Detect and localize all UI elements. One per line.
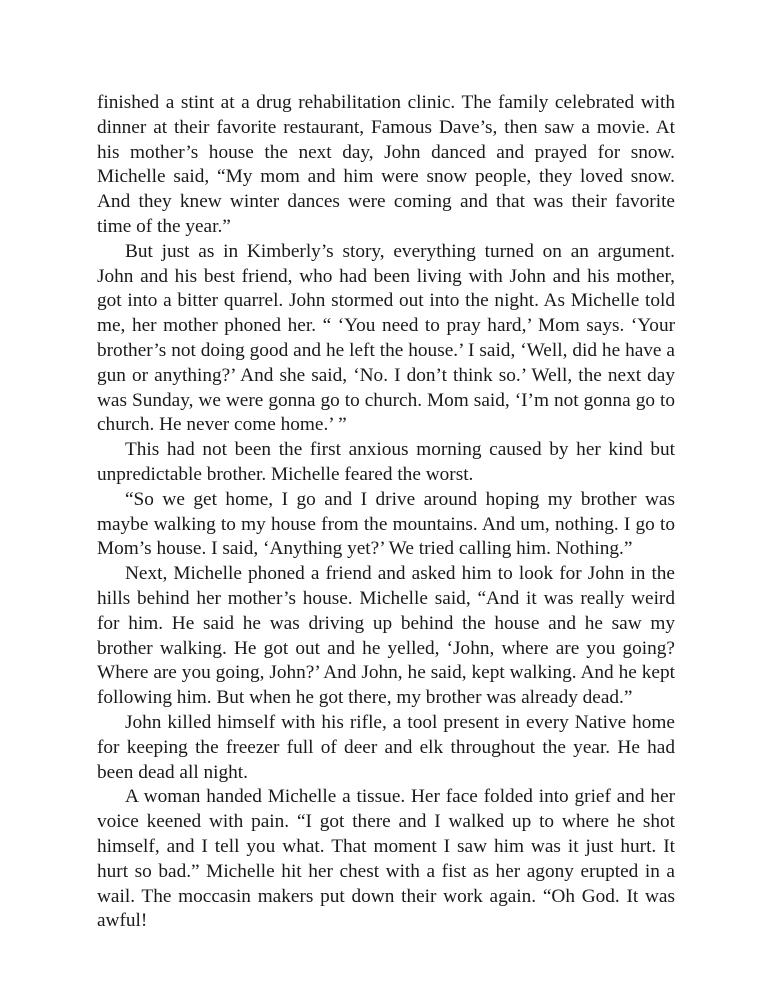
paragraph-5: Next, Michelle phoned a friend and asked him to look for John in the hills behind her mother’s house. Michelle said, “And it was really weird for him. He said he was driving up behind the house and he saw my brother walking. He got out and he yelled, ‘John, where are you going? Where are you going, John?’ And John, he said, kept walking. And he kept following him. But when he got there, my brother was already dead.” — [97, 563, 675, 709]
paragraph-6: John killed himself with his rifle, a tool present in every Native home for keeping the freezer full of deer and elk throughout the year. He had been dead all night. — [97, 711, 675, 783]
paragraph-7: A woman handed Michelle a tissue. Her face folded into grief and her voice keened with pain. “I got there and I walked up to where he shot himself, and I tell you what. That moment I saw him was it just hurt. It hurt so bad.” Michelle hit her chest with a fist as her agony erupted in a wail. The moccasin makers put down their work again. “Oh God. It was awful! — [97, 786, 675, 932]
paragraph-2: But just as in Kimberly’s story, everything turned on an argument. John and his best friend, who had been living with John and his mother, got into a bitter quarrel. John stormed out into the night. As Michelle told me, her mother phoned her. “ ‘You need to pray hard,’ Mom says. ‘Your brother’s not doing good and he left the house.’ I said, ‘Well, did he have a gun or anything?’ And she said, ‘No. I don’t think so.’ Well, the next day was Sunday, we were gonna go to church. Mom said, ‘I’m not gonna go to church. He never come home.’ ” — [97, 240, 675, 436]
paragraph-4: “So we get home, I go and I drive around hoping my brother was maybe walking to my house from the mountains. And um, nothing. I go to Mom’s house. I said, ‘Anything yet?’ We tried calling him. Nothing.” — [97, 488, 675, 560]
paragraph-1: finished a stint at a drug rehabilitation clinic. The family celebrated with dinner at their favorite restaurant, Famous Dave’s, then saw a movie. At his mother’s house the next day, John danced and prayed for snow. Michelle said, “My mom and him were snow people, they loved snow. And they knew winter dances were coming and that was their favorite time of the year.” — [97, 92, 675, 237]
book-page-text — [97, 91, 675, 934]
paragraph-3: This had not been the first anxious morning caused by her kind but unpredictable brother. Michelle feared the worst. — [97, 439, 675, 485]
